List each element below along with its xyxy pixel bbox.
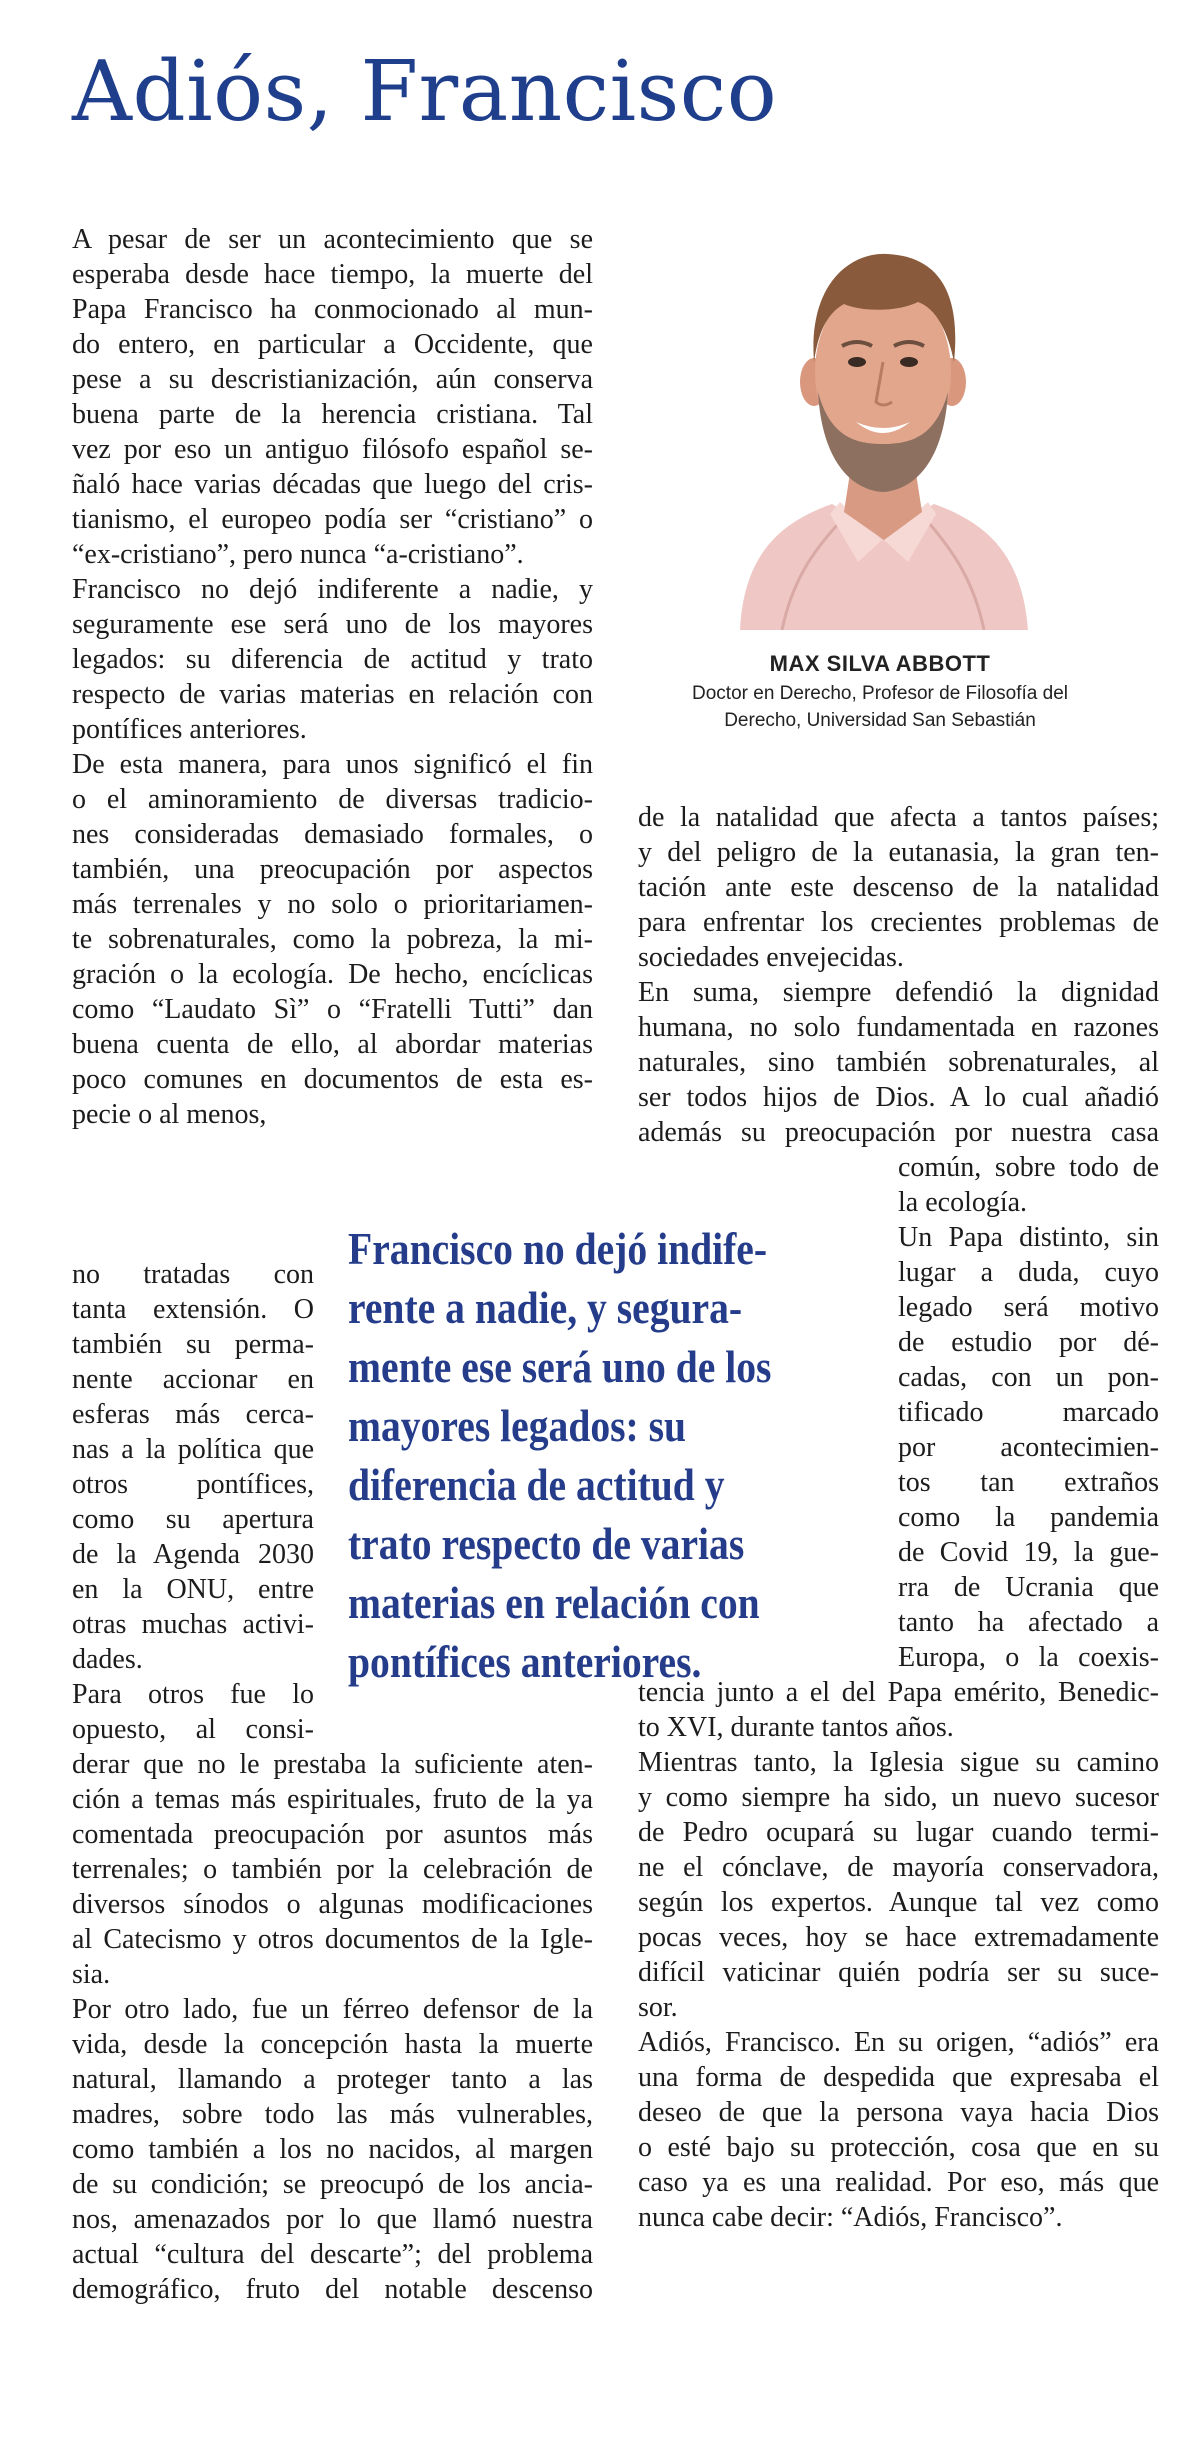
text-line: esperaba desde hace tiempo, la muerte del <box>72 259 593 290</box>
text-line: dades. <box>72 1644 143 1675</box>
text-line: nas a la política que <box>72 1434 314 1465</box>
pull-quote-line: mayores legados: su <box>348 1401 687 1451</box>
left-column-narrow-text <box>72 1257 314 1747</box>
text-line: la ecología. <box>898 1187 1028 1218</box>
text-line: ción a temas más espirituales, fruto de la ya <box>72 1784 593 1815</box>
text-line: ne el cónclave, de mayoría conservadora, <box>638 1852 1159 1883</box>
text-line: de estudio por dé- <box>898 1327 1159 1358</box>
pull-quote-line: materias en relación con <box>348 1578 760 1628</box>
text-line: o el aminoramiento de diversas tradicio- <box>72 784 593 815</box>
text-line: ser todos hijos de Dios. A lo cual añadió <box>638 1082 1159 1113</box>
headline: Adiós, Francisco <box>72 43 778 140</box>
author-name: MAX SILVA ABBOTT <box>769 651 991 676</box>
text-line: humana, no solo fundamentada en razones <box>638 1012 1159 1043</box>
text-line: tencia junto a el del Papa emérito, Benedic- <box>638 1677 1159 1708</box>
text-line: pecie o al menos, <box>72 1099 267 1130</box>
text-line: difícil vaticinar quién podría ser su suce- <box>638 1957 1159 1988</box>
text-line: tanta extensión. O <box>72 1294 314 1325</box>
text-line: to XVI, durante tantos años. <box>638 1712 954 1743</box>
text-line: cadas, con un pon- <box>898 1362 1159 1393</box>
text-line: pontífices anteriores. <box>72 714 307 745</box>
text-line: también, una preocupación por aspectos <box>72 854 593 885</box>
text-line: sia. <box>72 1959 111 1990</box>
text-line: otros pontífices, <box>72 1469 314 1500</box>
text-line: legado será motivo <box>898 1292 1159 1323</box>
text-line: vez por eso un antiguo filósofo español se- <box>72 434 593 465</box>
text-line: según los expertos. Aunque tal vez como <box>638 1887 1159 1918</box>
text-line: respecto de varias materias en relación con <box>72 679 593 710</box>
text-line: y como siempre ha sido, un nuevo sucesor <box>638 1782 1159 1813</box>
text-line: En suma, siempre defendió la dignidad <box>638 977 1159 1008</box>
author-role-line: Doctor en Derecho, Profesor de Filosofía del <box>692 683 1068 704</box>
text-line: también su perma- <box>72 1329 314 1360</box>
text-line: “ex-cristiano”, pero nunca “a-cristiano”. <box>72 539 524 570</box>
text-line: no tratadas con <box>72 1259 314 1290</box>
pull-quote-line: rente a nadie, y segura- <box>348 1283 743 1333</box>
text-line: en la ONU, entre <box>72 1574 314 1605</box>
left-column-bottom-text <box>72 1747 593 2307</box>
text-line: tos tan extraños <box>898 1467 1159 1498</box>
text-line: caso ya es una realidad. Por eso, más que <box>638 2167 1159 2198</box>
text-line: o esté bajo su protección, cosa que en su <box>638 2132 1159 2163</box>
text-line: Europa, o la coexis- <box>898 1642 1159 1673</box>
text-line: como la pandemia <box>898 1502 1159 1533</box>
text-line: seguramente ese será uno de los mayores <box>72 609 593 640</box>
left-column-top-text <box>72 222 593 1132</box>
text-line: diversos sínodos o algunas modificaciones <box>72 1889 593 1920</box>
text-line: natural, llamando a proteger tanto a las <box>72 2064 593 2095</box>
author-role-line: Derecho, Universidad San Sebastián <box>724 710 1036 731</box>
text-line: te sobrenaturales, como la pobreza, la mi- <box>72 924 593 955</box>
author-photo <box>722 222 1044 630</box>
text-line: Por otro lado, fue un férreo defensor de la <box>72 1994 593 2025</box>
pull-quote-line: pontífices anteriores. <box>348 1637 702 1687</box>
text-line: madres, sobre todo las más vulnerables, <box>72 2099 593 2130</box>
pull-quote-line: mente ese será uno de los <box>348 1342 772 1392</box>
text-line: Un Papa distinto, sin <box>898 1222 1159 1253</box>
pull-quote-line: Francisco no dejó indife- <box>348 1224 768 1274</box>
text-line: legados: su diferencia de actitud y trato <box>72 644 593 675</box>
text-line: actual “cultura del descarte”; del problema <box>72 2239 593 2270</box>
text-line: buena cuenta de ello, al abordar materias <box>72 1029 593 1060</box>
text-line: para enfrentar los crecientes problemas de <box>638 907 1159 938</box>
text-line: poco comunes en documentos de esta es- <box>72 1064 593 1095</box>
pull-quote-line: trato respecto de varias <box>348 1519 745 1569</box>
text-line: una forma de despedida que expresaba el <box>638 2062 1159 2093</box>
text-line: y del peligro de la eutanasia, la gran ten- <box>638 837 1159 868</box>
text-line: naturales, sino también sobrenaturales, al <box>638 1047 1159 1078</box>
text-line: tanto ha afectado a <box>898 1607 1159 1638</box>
text-line: terrenales; o también por la celebración de <box>72 1854 593 1885</box>
text-line: más terrenales y no solo o prioritariamen- <box>72 889 593 920</box>
text-line: rra de Ucrania que <box>898 1572 1159 1603</box>
text-line: buena parte de la herencia cristiana. Tal <box>72 399 593 430</box>
text-line: de la natalidad que afecta a tantos países; <box>638 802 1159 833</box>
text-line: A pesar de ser un acontecimiento que se <box>72 224 593 255</box>
text-line: Para otros fue lo <box>72 1679 314 1710</box>
text-line: tación ante este descenso de la natalidad <box>638 872 1159 903</box>
pull-quote <box>348 1220 806 1692</box>
author-role <box>660 680 1100 734</box>
text-line: gración o la ecología. De hecho, encíclicas <box>72 959 593 990</box>
pull-quote-line: diferencia de actitud y <box>348 1460 725 1510</box>
text-line: pese a su descristianización, aún conserva <box>72 364 593 395</box>
text-line: como su apertura <box>72 1504 314 1535</box>
text-line: tianismo, el europeo podía ser “cristiano” o <box>72 504 593 535</box>
right-column-bottom-text <box>638 1675 1159 2235</box>
text-line: demográfico, fruto del notable descenso <box>72 2274 593 2305</box>
text-line: nos, amenazados por lo que llamó nuestra <box>72 2204 593 2235</box>
right-column-narrow-text <box>898 1150 1159 1675</box>
right-column-top-text <box>638 800 1159 1150</box>
text-line: de su condición; se preocupó de los ancia- <box>72 2169 593 2200</box>
text-line: sociedades envejecidas. <box>638 942 904 973</box>
text-line: de Covid 19, la gue- <box>898 1537 1159 1568</box>
text-line: sor. <box>638 1992 678 2023</box>
text-line: nes consideradas demasiado formales, o <box>72 819 593 850</box>
text-line: nunca cabe decir: “Adiós, Francisco”. <box>638 2202 1063 2233</box>
text-line: tificado marcado <box>898 1397 1159 1428</box>
text-line: al Catecismo y otros documentos de la Igle- <box>72 1924 593 1955</box>
text-line: comentada preocupación por asuntos más <box>72 1819 593 1850</box>
text-line: esferas más cerca- <box>72 1399 314 1430</box>
text-line: nente accionar en <box>72 1364 314 1395</box>
text-line: Mientras tanto, la Iglesia sigue su camino <box>638 1747 1159 1778</box>
text-line: Papa Francisco ha conmocionado al mun- <box>72 294 593 325</box>
text-line: deseo de que la persona vaya hacia Dios <box>638 2097 1159 2128</box>
text-line: otras muchas activi- <box>72 1609 314 1640</box>
text-line: por acontecimien- <box>898 1432 1159 1463</box>
text-line: común, sobre todo de <box>898 1152 1159 1183</box>
text-line: pocas veces, hoy se hace extremadamente <box>638 1922 1159 1953</box>
text-line: lugar a duda, cuyo <box>898 1257 1159 1288</box>
text-line: ñaló hace varias décadas que luego del cris- <box>72 469 593 500</box>
text-line: Francisco no dejó indiferente a nadie, y <box>72 574 593 605</box>
text-line: do entero, en particular a Occidente, que <box>72 329 593 360</box>
text-line: Adiós, Francisco. En su origen, “adiós” era <box>638 2027 1159 2058</box>
text-line: vida, desde la concepción hasta la muerte <box>72 2029 593 2060</box>
text-line: de la Agenda 2030 <box>72 1539 314 1570</box>
text-line: opuesto, al consi- <box>72 1714 314 1745</box>
text-line: De esta manera, para unos significó el fin <box>72 749 593 780</box>
text-line: además su preocupación por nuestra casa <box>638 1117 1159 1148</box>
text-line: como también a los no nacidos, al margen <box>72 2134 593 2165</box>
text-line: derar que no le prestaba la suficiente aten- <box>72 1749 593 1780</box>
text-line: como “Laudato Sì” o “Fratelli Tutti” dan <box>72 994 593 1025</box>
text-line: de Pedro ocupará su lugar cuando termi- <box>638 1817 1159 1848</box>
